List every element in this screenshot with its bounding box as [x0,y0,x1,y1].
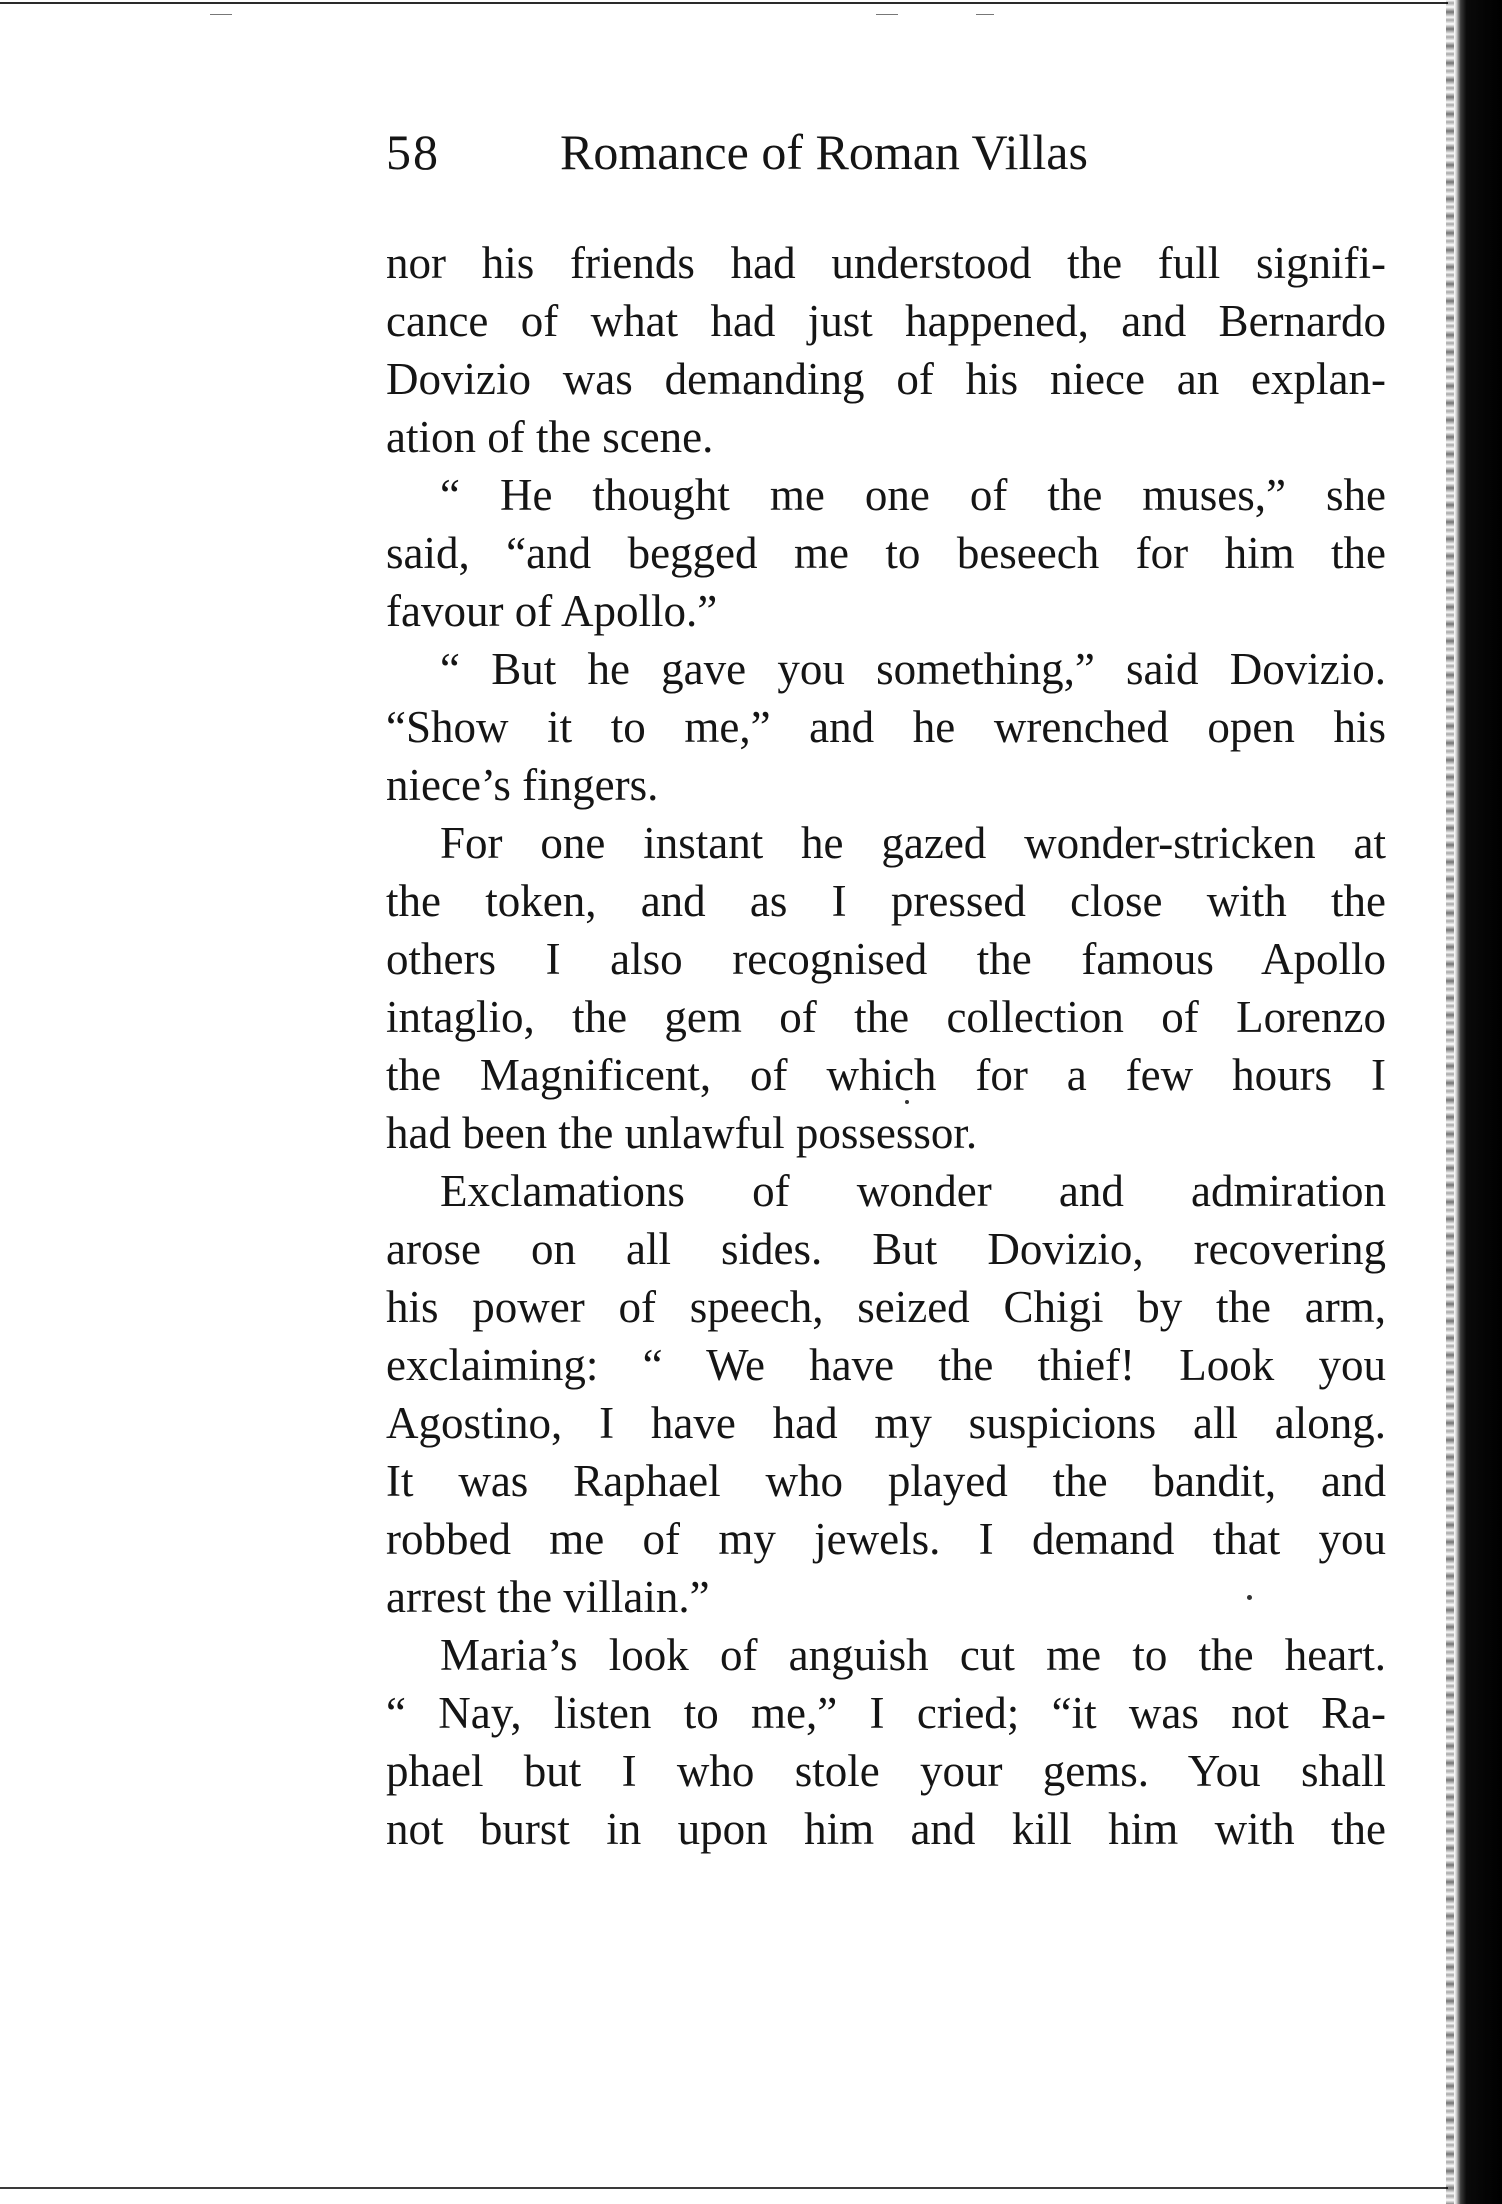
top-edge-dash [976,14,994,15]
text-line: “ He thought me one of the muses,” she [440,470,1386,520]
text-line: Exclamations of wonder and admiration [440,1166,1386,1216]
text-line: “Show it to me,” and he wrenched open his [386,702,1386,752]
page-header [386,122,1386,182]
text-line: exclaiming: “ We have the thief! Look you [386,1340,1386,1390]
text-line: Agostino, I have had my suspicions all along. [386,1398,1386,1448]
ink-speck [905,1100,909,1104]
text-line: Maria’s look of anguish cut me to the heart. [440,1630,1386,1680]
text-line: not burst in upon him and kill him with the [386,1804,1386,1854]
bottom-edge-rule [0,2187,1448,2189]
text-line: his power of speech, seized Chigi by the arm, [386,1282,1386,1332]
text-line: intaglio, the gem of the collection of Lorenzo [386,992,1386,1042]
text-line: the Magnificent, of which for a few hours I [386,1050,1386,1100]
text-line: Dovizio was demanding of his niece an explan- [386,354,1386,404]
text-line: others I also recognised the famous Apollo [386,934,1386,984]
text-line: arrest the villain.” [386,1572,710,1622]
text-line: nor his friends had understood the full signifi- [386,238,1386,288]
text-line: said, “and begged me to beseech for him the [386,528,1386,578]
book-spine-shadow [1454,0,1502,2204]
top-edge-dash [210,14,232,15]
text-line: phael but I who stole your gems. You shall [386,1746,1386,1796]
text-line: robbed me of my jewels. I demand that you [386,1514,1386,1564]
text-line: had been the unlawful possessor. [386,1108,978,1158]
text-line: For one instant he gazed wonder-stricken at [440,818,1386,868]
top-edge-dash [876,14,898,15]
text-line: It was Raphael who played the bandit, and [386,1456,1386,1506]
page-number: 58 [386,124,440,180]
text-line: the token, and as I pressed close with the [386,876,1386,926]
text-line: “ But he gave you something,” said Dovizio. [440,644,1386,694]
text-line: cance of what had just happened, and Bernardo [386,296,1386,346]
running-title: Romance of Roman Villas [560,124,1088,180]
body-text [386,234,1386,1858]
text-line: niece’s fingers. [386,760,659,810]
ink-speck [1247,1595,1252,1600]
text-line: “ Nay, listen to me,” I cried; “it was not Ra- [386,1688,1386,1738]
text-line: favour of Apollo.” [386,586,718,636]
text-line: ation of the scene. [386,412,714,462]
top-edge-rule [0,2,1448,4]
text-line: arose on all sides. But Dovizio, recovering [386,1224,1386,1274]
